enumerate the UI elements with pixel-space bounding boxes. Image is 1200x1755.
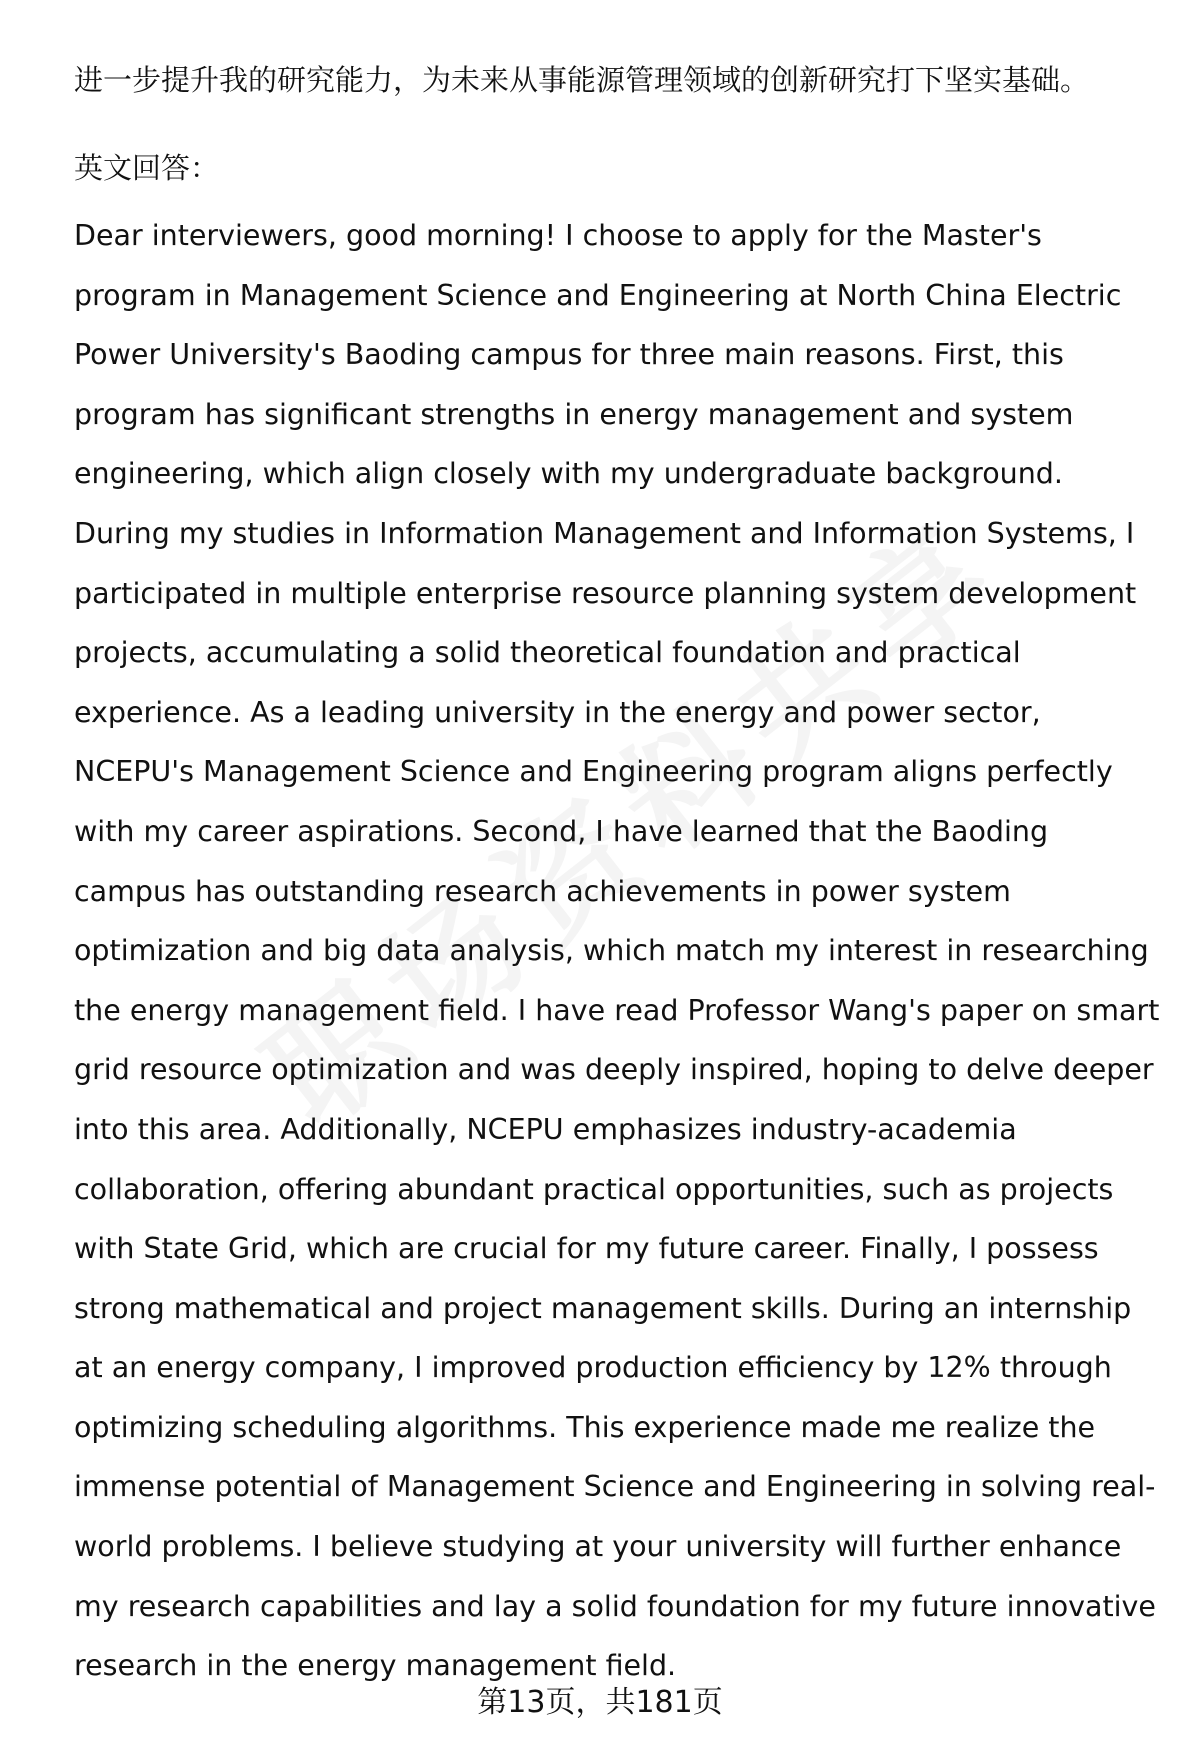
document-body — [74, 58, 1164, 1696]
english-answer-paragraph: Dear interviewers, good morning! I choose to apply for the Master's program in Management Science and Engineering at North China Electric Power University's Baoding campus for three main reasons. First, this program has significant strengths in energy management and system engineering, which align closely with my undergraduate background. During my studies in Information Management and Information Systems, I participated in multiple enterprise resource planning system development projects, accumulating a solid theoretical foundation and practical experience. As a leading university in the energy and power sector, NCEPU's Management Science and Engineering program aligns perfectly with my career aspirations. Second, I have learned that the Baoding campus has outstanding research achievements in power system optimization and big data analysis, which match my interest in researching the energy management field. I have read Professor Wang's paper on smart grid resource optimization and was deeply inspired, hoping to delve deeper into this area. Additionally, NCEPU emphasizes industry-academia collaboration, offering abundant practical opportunities, such as projects with State Grid, which are crucial for my future career. Finally, I possess strong mathematical and project management skills. During an internship at an energy company, I improved production efficiency by 12% through optimizing scheduling algorithms. This experience made me realize the immense potential of Management Science and Engineering in solving real-world problems. I believe studying at your university will further enhance my research capabilities and lay a solid foundation for my future innovative research in the energy management field. — [74, 219, 1160, 1683]
english-answer-heading: 英文回答： — [74, 151, 220, 185]
page-number-footer: 第13页，共181页 — [477, 1685, 723, 1720]
continuation-line: 进一步提升我的研究能力，为未来从事能源管理领域的创新研究打下坚实基础。 — [74, 63, 1090, 97]
